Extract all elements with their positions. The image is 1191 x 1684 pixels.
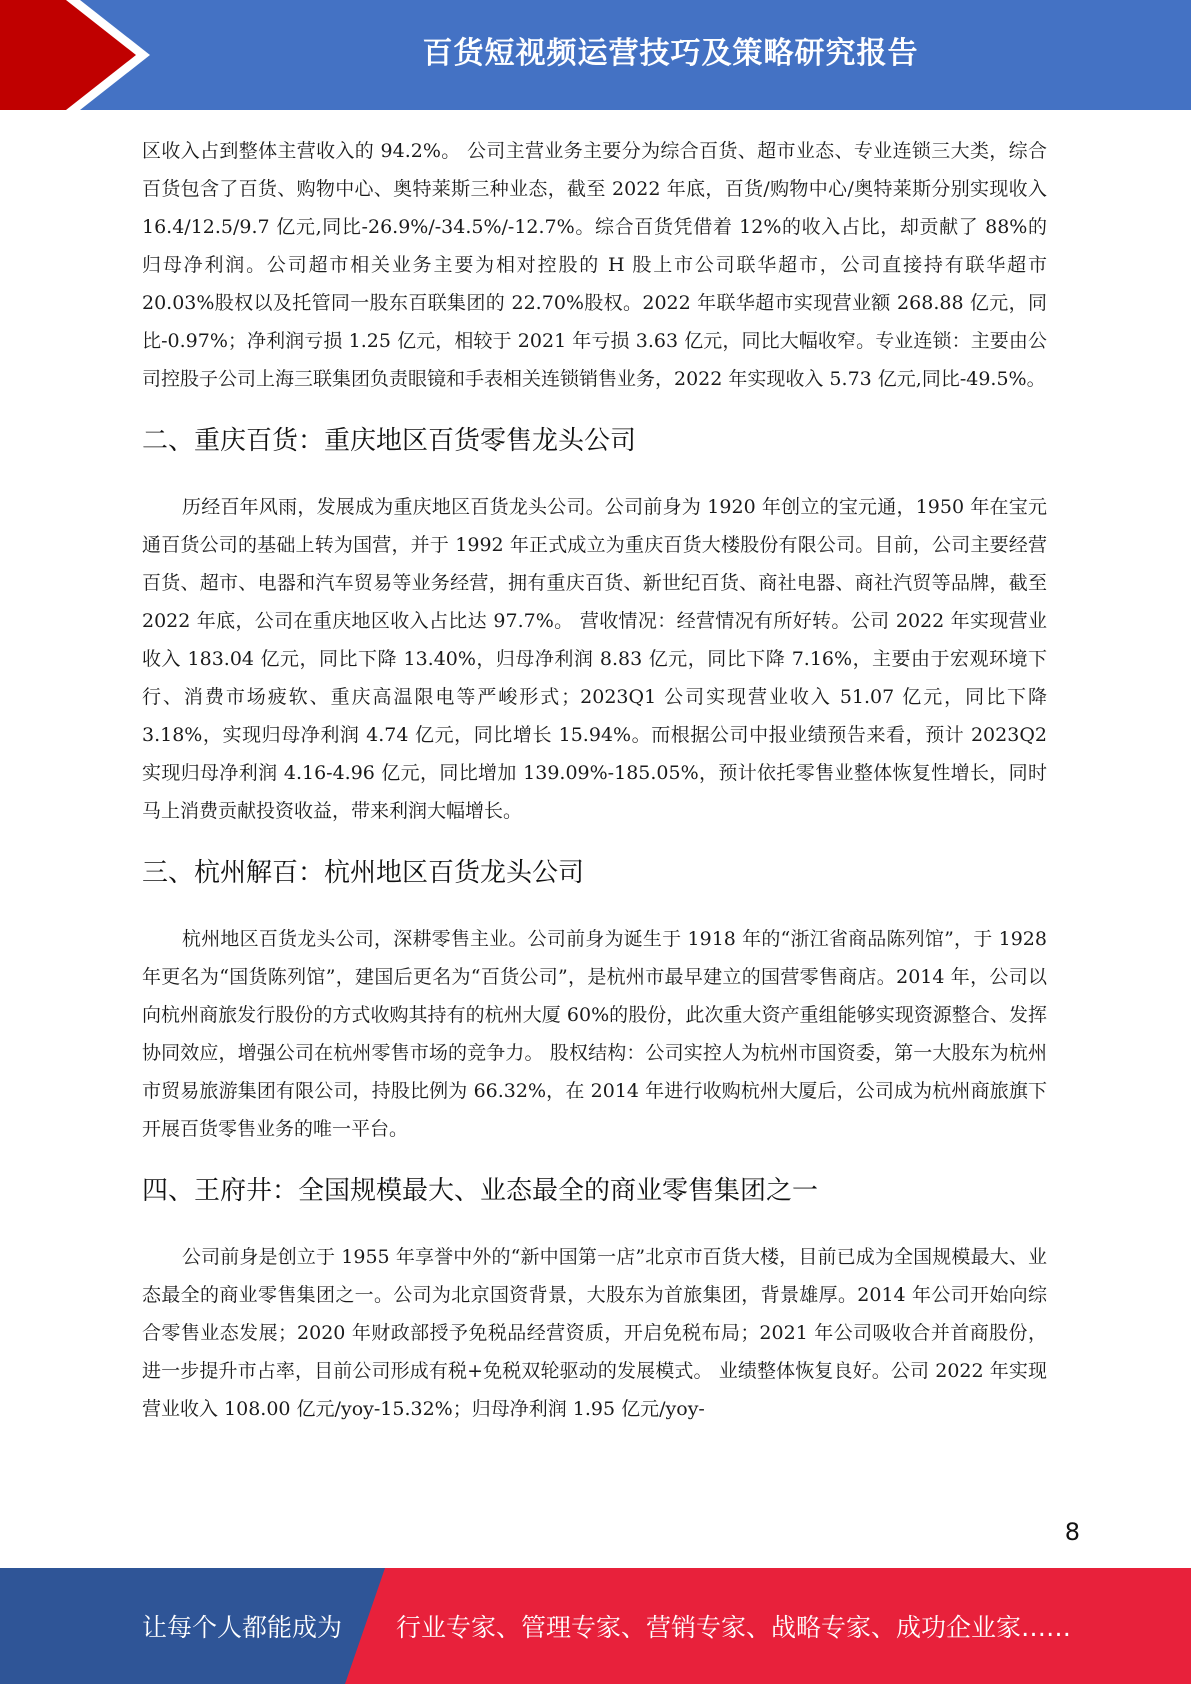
section-paragraph-chongqing: 历经百年风雨，发展成为重庆地区百货龙头公司。公司前身为 1920 年创立的宝元通，1950 年在宝元通百货公司的基础上转为国营，并于 1992 年正式成立为重庆百货大楼股份有限公司。目前，公司主要经营百货、超市、电器和汽车贸易等业务经营，拥有重庆百货、新世纪百货、商社电器、商社汽贸等品牌，截至 2022 年底，公司在重庆地区收入占比达 97.7%。 营收情况：经营情况有所好转。公司 2022 年实现营业收入 183.04 亿元，同比下降 13.40%，归母净利润 8.83 亿元，同比下降 7.16%，主要由于宏观环境下行、消费市场疲软、重庆高温限电等严峻形式；2023Q1 公司实现营业收入 51.07 亿元，同比下降 3.18%，实现归母净利润 4.74 亿元，同比增长 15.94%。而根据公司中报业绩预告来看，预计 2023Q2 实现归母净利润 4.16-4.96 亿元，同比增加 139.09%-185.05%，预计依托零售业整体恢复性增长，同时马上消费贡献投资收益，带来利润大幅增长。: [142, 496, 1047, 822]
section-heading-chongqing: 二、重庆百货：重庆地区百货零售龙头公司: [142, 426, 637, 456]
section-heading-wangfujing: 四、王府井：全国规模最大、业态最全的商业零售集团之一: [142, 1176, 819, 1206]
page-header: [0, 0, 1191, 110]
header-chevron-icon: [0, 0, 140, 110]
report-title: 百货短视频运营技巧及策略研究报告: [422, 36, 919, 71]
intro-paragraph: 区收入占到整体主营收入的 94.2%。 公司主营业务主要分为综合百货、超市业态、专业连锁三大类，综合百货包含了百货、购物中心、奥特莱斯三种业态，截至 2022 年底，百货/购物中心/奥特莱斯分别实现收入 16.4/12.5/9.7 亿元,同比-26.9%/-34.5%/-12.7%。综合百货凭借着 12%的收入占比，却贡献了 88%的归母净利润。公司超市相关业务主要为相对控股的 H 股上市公司联华超市，公司直接持有联华超市 20.03%股权以及托管同一股东百联集团的 22.70%股权。2022 年联华超市实现营业额 268.88 亿元，同比-0.97%；净利润亏损 1.25 亿元，相较于 2021 年亏损 3.63 亿元，同比大幅收窄。专业连锁：主要由公司控股子公司上海三联集团负责眼镜和手表相关连锁销售业务，2022 年实现收入 5.73 亿元,同比-49.5%。: [142, 140, 1047, 390]
section-paragraph-hangzhou: 杭州地区百货龙头公司，深耕零售主业。公司前身为诞生于 1918 年的“浙江省商品陈列馆”，于 1928 年更名为“国货陈列馆”，建国后更名为“百货公司”，是杭州市最早建立的国营零售商店。2014 年，公司以向杭州商旅发行股份的方式收购其持有的杭州大厦 60%的股份，此次重大资产重组能够实现资源整合、发挥协同效应，增强公司在杭州零售市场的竞争力。 股权结构：公司实控人为杭州市国资委，第一大股东为杭州市贸易旅游集团有限公司，持股比例为 66.32%，在 2014 年进行收购杭州大厦后，公司成为杭州商旅旗下开展百货零售业务的唯一平台。: [142, 928, 1047, 1140]
page-footer: [0, 1568, 1191, 1684]
page-number: 8: [1064, 1518, 1080, 1546]
document-body: [142, 132, 1047, 1428]
footer-slogan-left: 让每个人都能成为: [142, 1613, 343, 1642]
section-paragraph-wangfujing: 公司前身是创立于 1955 年享誉中外的“新中国第一店”北京市百货大楼，目前已成为全国规模最大、业态最全的商业零售集团之一。公司为北京国资背景，大股东为首旅集团，背景雄厚。2014 年公司开始向综合零售业态发展；2020 年财政部授予免税品经营资质，开启免税布局；2021 年公司吸收合并首商股份，进一步提升市占率，目前公司形成有税+免税双轮驱动的发展模式。 业绩整体恢复良好。公司 2022 年实现营业收入 108.00 亿元/yoy-15.32%；归母净利润 1.95 亿元/yoy-: [142, 1246, 1047, 1420]
footer-slogan-right: 行业专家、管理专家、营销专家、战略专家、成功企业家……: [396, 1613, 1072, 1642]
section-heading-hangzhou: 三、杭州解百：杭州地区百货龙头公司: [142, 858, 585, 888]
